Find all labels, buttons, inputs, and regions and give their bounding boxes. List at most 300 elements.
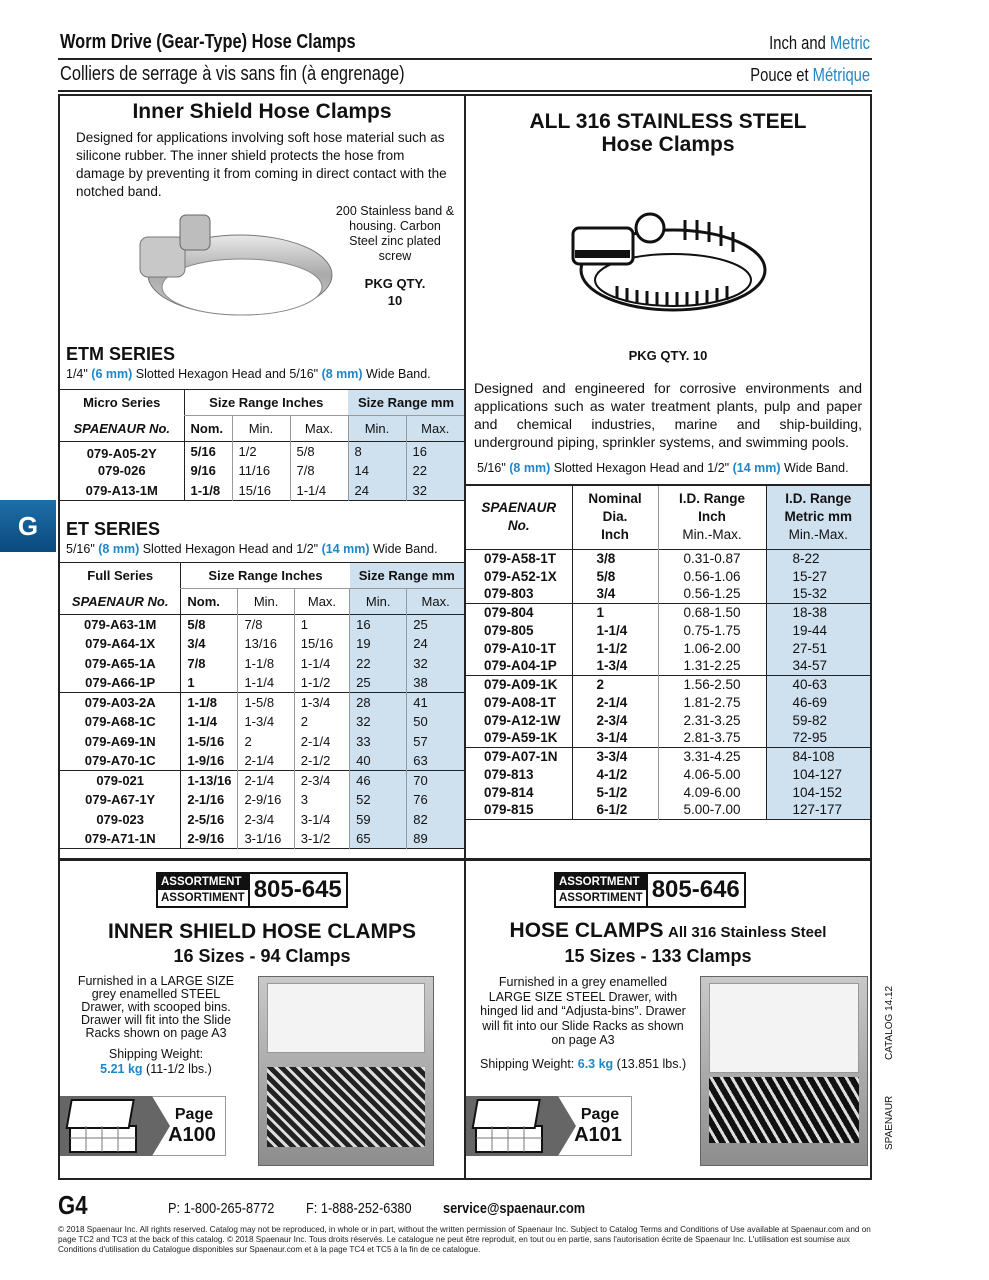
nominal-dia: 3-3/4 xyxy=(572,747,658,765)
inch-min: 15/16 xyxy=(232,481,290,501)
header-line: Nominal xyxy=(588,491,642,507)
col-header-spaenaur-no xyxy=(466,485,572,549)
nominal-dia: 3-1/4 xyxy=(572,729,658,747)
header-line: Dia. xyxy=(602,509,628,525)
mm-min: 22 xyxy=(350,654,407,674)
part-number: 079-A67-1Y xyxy=(85,792,156,808)
id-range-inch: 2.81-3.75 xyxy=(658,729,766,747)
footer-phone[interactable]: P: 1-800-265-8772 xyxy=(168,1200,275,1217)
inch-max: 3-1/2 xyxy=(294,829,349,849)
table-row xyxy=(466,567,870,585)
units-en-a: Inch and xyxy=(769,33,830,53)
nominal: 7/8 xyxy=(181,654,238,674)
part-number: 079-A63-1M xyxy=(84,617,157,632)
weight-label: Shipping Weight: xyxy=(480,1057,578,1071)
id-range-mm: 72-95 xyxy=(766,729,870,747)
mm-max: 22 xyxy=(406,461,464,481)
id-range-inch: 3.31-4.25 xyxy=(658,747,766,765)
col-header-mm: Size Range mm xyxy=(348,390,464,416)
nominal: 1-1/4 xyxy=(181,712,238,732)
table-row xyxy=(60,712,464,732)
mm-min: 8 xyxy=(348,442,406,462)
part-number: 079-A69-1N xyxy=(84,733,156,749)
assortment-drawer-image xyxy=(258,976,434,1166)
parts-box-icon xyxy=(64,1098,144,1156)
table-row xyxy=(60,693,464,713)
page-link-a100[interactable] xyxy=(60,1096,226,1156)
assortment-label-fr: ASSORTIMENT xyxy=(559,892,643,904)
header-line: Min.-Max. xyxy=(682,527,742,543)
mm-min: 24 xyxy=(348,481,406,501)
part-number: 079-A71-1N xyxy=(84,831,156,846)
col-header-id-inch xyxy=(658,485,766,549)
page-link-a101[interactable] xyxy=(466,1096,632,1156)
et-series-spec xyxy=(66,542,438,557)
part-number: 079-A13-1M xyxy=(85,482,158,498)
part-number: 079-815 xyxy=(484,802,534,818)
table-row xyxy=(60,442,464,462)
spec-text: Wide Band. xyxy=(362,367,431,381)
nominal: 5/8 xyxy=(181,615,238,635)
spec-mm: (8 mm) xyxy=(321,367,363,381)
inch-max: 1-1/4 xyxy=(290,481,348,501)
table-row xyxy=(60,615,464,635)
legal-notice: © 2018 Spaenaur Inc. All rights reserved. Catalog may not be reproduced, in whole or in part, without the written permission of Spaenaur Inc. Subject to Catalog Terms and Conditions of Use available at Spaenaur.com and on page TC2 and TC3 at the back of this catalog. © 2018 Spaenaur Inc. Tous droits réservés. Le catalogue ne peut être reproduit, en tout ou en partie, sans l'autorisation écrite de Spaenaur Inc. L'utilisation est soumise aux Conditions d'utilisation du Catalogue disponibles sur Spaenaur.com et à la page TC4 et TC5 à la fin de ce catalogue. xyxy=(58,1225,871,1254)
inch-max: 1-3/4 xyxy=(294,693,349,713)
etm-rows xyxy=(60,442,464,501)
mm-max: 89 xyxy=(407,829,464,849)
part-number: 079-A52-1X xyxy=(484,568,557,584)
table-row xyxy=(60,634,464,654)
table-row xyxy=(466,621,870,639)
id-range-mm: 40-63 xyxy=(766,675,870,693)
inch-max: 1-1/2 xyxy=(294,673,349,693)
assortment-description: Furnished in a grey enamelled LARGE SIZE STEEL Drawer, with hinged lid and “Adjusta-bins”. Drawer will fit into our Slide Racks as shown on page A3 xyxy=(480,975,686,1047)
nominal-dia: 4-1/2 xyxy=(572,765,658,783)
col-header-mm: Size Range mm xyxy=(350,563,464,589)
inch-min: 1-1/8 xyxy=(238,654,294,674)
col-header-max: Max. xyxy=(294,589,349,615)
inch-max: 2-1/4 xyxy=(294,732,349,752)
inch-max: 5/8 xyxy=(290,442,348,462)
part-number: 079-A58-1T xyxy=(484,550,557,566)
col-header-mm-min: Min. xyxy=(348,416,406,442)
inch-min: 11/16 xyxy=(232,461,290,481)
table-row xyxy=(60,810,464,830)
page-label: Page xyxy=(580,1106,620,1123)
inch-max: 15/16 xyxy=(294,634,349,654)
header-line: SPAENAUR xyxy=(481,500,557,516)
spec-text: Wide Band. xyxy=(369,542,438,556)
part-number: 079-023 xyxy=(96,811,145,827)
part-number: 079-A08-1T xyxy=(484,694,557,710)
col-header-mm-max: Max. xyxy=(407,589,464,615)
nominal-dia: 2 xyxy=(572,675,658,693)
table-row xyxy=(466,747,870,765)
inch-min: 7/8 xyxy=(238,615,294,635)
spec-mm: (8 mm) xyxy=(98,542,140,556)
stainless-title-1: ALL 316 STAINLESS STEEL xyxy=(529,110,807,133)
part-number: 079-813 xyxy=(484,766,534,782)
nominal: 1-5/16 xyxy=(181,732,238,752)
footer-email[interactable]: service@spaenaur.com xyxy=(443,1200,586,1217)
spec-text: 5/16" xyxy=(477,461,510,475)
id-range-mm: 15-27 xyxy=(766,567,870,585)
id-range-inch: 4.09-6.00 xyxy=(658,783,766,801)
id-range-inch: 0.31-0.87 xyxy=(658,549,766,567)
id-range-mm: 59-82 xyxy=(766,711,870,729)
table-row xyxy=(466,549,870,567)
pkg-qty-value: 10 xyxy=(387,293,403,308)
brand-logo-text: SPAENAUR xyxy=(884,1095,895,1150)
header-line: Min.-Max. xyxy=(788,527,848,543)
nominal: 1 xyxy=(181,673,238,693)
mm-min: 59 xyxy=(350,810,407,830)
table-row xyxy=(60,771,464,791)
header-line: Inch xyxy=(601,527,629,543)
inch-min: 2-9/16 xyxy=(238,790,294,810)
id-range-inch: 0.75-1.75 xyxy=(658,621,766,639)
etm-series-spec xyxy=(66,367,431,382)
id-range-inch: 1.06-2.00 xyxy=(658,639,766,657)
weight-kg: 5.21 kg xyxy=(100,1062,143,1076)
assortment-number: 805-646 xyxy=(651,876,740,903)
nominal: 1-13/16 xyxy=(181,771,238,791)
part-number: 079-026 xyxy=(97,463,146,479)
col-header-no: SPAENAUR No. xyxy=(71,593,169,609)
mm-min: 28 xyxy=(350,693,407,713)
mm-min: 32 xyxy=(350,712,407,732)
part-number: 079-A59-1K xyxy=(484,730,558,746)
page-title-fr: Colliers de serrage à vis sans fin (à engrenage) xyxy=(60,63,405,85)
nominal-dia: 1 xyxy=(572,603,658,621)
col-header-nom: Nom. xyxy=(181,589,238,615)
etm-series-table xyxy=(60,389,464,501)
mm-min: 40 xyxy=(350,751,407,771)
stainless-description: Designed and engineered for corrosive environments and applications such as water treatment plants, pulp and paper and chemical industries, marine and ship-building, underground piping, sprinkler systems, and swimming pools. xyxy=(474,380,862,450)
spec-mm: (6 mm) xyxy=(91,367,133,381)
nominal-dia: 1-1/2 xyxy=(572,639,658,657)
spec-text: Slotted Hexagon Head and 1/2" xyxy=(550,461,733,475)
nominal-dia: 1-1/4 xyxy=(572,621,658,639)
page-number: G4 xyxy=(58,1190,88,1220)
spec-mm: (14 mm) xyxy=(732,461,781,475)
nominal: 1-1/8 xyxy=(181,693,238,713)
mm-min: 65 xyxy=(350,829,407,849)
page-label: Page xyxy=(174,1106,214,1123)
table-row xyxy=(60,829,464,849)
part-number: 079-804 xyxy=(484,604,534,620)
table-row xyxy=(466,639,870,657)
table-row xyxy=(466,711,870,729)
part-number: 079-A03-2A xyxy=(84,695,156,710)
footer-fax: F: 1-888-252-6380 xyxy=(306,1200,412,1217)
id-range-mm: 104-127 xyxy=(766,765,870,783)
inner-shield-description: Designed for applications involving soft hose material such as silicone rubber. The inner shield protects the hose from damage by preventing it from coming in direct contact with the notched band. xyxy=(76,130,447,199)
part-number: 079-A64-1X xyxy=(85,636,156,652)
table-row xyxy=(60,654,464,674)
mm-max: 82 xyxy=(407,810,464,830)
part-number: 079-A12-1W xyxy=(484,712,561,728)
stainless-rows xyxy=(466,549,870,819)
col-header-id-metric xyxy=(766,485,870,549)
id-range-mm: 46-69 xyxy=(766,693,870,711)
mm-max: 32 xyxy=(406,481,464,501)
units-fr xyxy=(750,65,870,86)
units-fr-metric: Métrique xyxy=(812,65,870,85)
inch-max: 2-3/4 xyxy=(294,771,349,791)
col-header-mm-max: Max. xyxy=(406,416,464,442)
spec-text: Slotted Hexagon Head and 5/16" xyxy=(132,367,322,381)
table-row xyxy=(466,729,870,747)
mm-max: 25 xyxy=(407,615,464,635)
table-row xyxy=(60,461,464,481)
shipping-weight-label: Shipping Weight: xyxy=(108,1047,204,1061)
page-title-en: Worm Drive (Gear-Type) Hose Clamps xyxy=(60,31,356,53)
part-number: 079-A68-1C xyxy=(84,714,156,730)
col-header-inches: Size Range Inches xyxy=(181,563,350,589)
col-header-min: Min. xyxy=(232,416,290,442)
mm-min: 33 xyxy=(350,732,407,752)
part-number: 079-A10-1T xyxy=(484,640,557,656)
nominal: 2-1/16 xyxy=(181,790,238,810)
inner-shield-clamp-image xyxy=(130,205,335,325)
inch-max: 1-1/4 xyxy=(294,654,349,674)
stainless-clamp-image xyxy=(565,198,775,318)
page-number: A101 xyxy=(574,1124,622,1146)
spec-text: Wide Band. xyxy=(780,461,849,475)
inch-min: 1-3/4 xyxy=(238,712,294,732)
material-note: 200 Stainless band & housing. Carbon Steel zinc plated screw xyxy=(335,204,455,263)
id-range-inch: 1.31-2.25 xyxy=(658,657,766,675)
parts-box-icon xyxy=(470,1098,550,1156)
weight-kg: 6.3 kg xyxy=(577,1057,614,1071)
assortment-subtitle: 15 Sizes - 133 Clamps xyxy=(564,946,752,966)
assortment-subtitle: 16 Sizes - 94 Clamps xyxy=(173,946,351,966)
nominal-dia: 1-3/4 xyxy=(572,657,658,675)
spec-mm: (8 mm) xyxy=(509,461,551,475)
nominal: 5/16 xyxy=(184,442,232,462)
part-number: 079-814 xyxy=(484,784,534,800)
inch-max: 1 xyxy=(294,615,349,635)
section-tab-g[interactable]: G xyxy=(0,500,56,552)
header-line: No. xyxy=(507,518,530,534)
mm-max: 16 xyxy=(406,442,464,462)
nominal: 1-1/8 xyxy=(184,481,232,501)
id-range-mm: 34-57 xyxy=(766,657,870,675)
inch-max: 3 xyxy=(294,790,349,810)
table-row xyxy=(466,765,870,783)
mm-max: 32 xyxy=(407,654,464,674)
mm-min: 14 xyxy=(348,461,406,481)
nominal-dia: 6-1/2 xyxy=(572,801,658,819)
inch-min: 3-1/16 xyxy=(238,829,294,849)
col-header-no: SPAENAUR No. xyxy=(73,420,171,436)
mm-max: 24 xyxy=(407,634,464,654)
col-header-inches: Size Range Inches xyxy=(184,390,348,416)
inch-max: 7/8 xyxy=(290,461,348,481)
nominal-dia: 2-3/4 xyxy=(572,711,658,729)
header-line: I.D. Range xyxy=(785,491,852,507)
col-header-max: Max. xyxy=(290,416,348,442)
part-number: 079-803 xyxy=(484,586,534,602)
inch-min: 1-5/8 xyxy=(238,693,294,713)
weight-lbs: (13.851 lbs.) xyxy=(613,1057,687,1071)
id-range-inch: 1.56-2.50 xyxy=(658,675,766,693)
assortment-title-main: HOSE CLAMPS xyxy=(509,919,664,942)
et-rows xyxy=(60,615,464,849)
nominal: 2-9/16 xyxy=(181,829,238,849)
nominal-dia: 2-1/4 xyxy=(572,693,658,711)
pkg-qty-label: PKG QTY. xyxy=(364,276,426,291)
col-header-nominal xyxy=(572,485,658,549)
mm-min: 25 xyxy=(350,673,407,693)
assortment-badge-805-645 xyxy=(156,872,348,908)
etm-series-title: ETM SERIES xyxy=(66,344,176,364)
units-en-metric: Metric xyxy=(829,33,870,53)
id-range-inch: 1.81-2.75 xyxy=(658,693,766,711)
col-header-series: Micro Series xyxy=(83,395,161,411)
header-line: Inch xyxy=(698,509,726,525)
col-header-nom: Nom. xyxy=(184,416,232,442)
inch-min: 2 xyxy=(238,732,294,752)
part-number: 079-805 xyxy=(484,622,534,638)
inch-max: 3-1/4 xyxy=(294,810,349,830)
inch-min: 1-1/4 xyxy=(238,673,294,693)
assortment-divider xyxy=(58,858,872,861)
mm-max: 70 xyxy=(407,771,464,791)
assortment-label-en: ASSORTMENT xyxy=(158,874,248,890)
part-number: 079-A04-1P xyxy=(484,658,557,674)
assortment-description: Furnished in a LARGE SIZE grey enamelled STEEL Drawer, with scooped bins. Drawer will fit into the Slide Racks shown on page A3 xyxy=(77,974,235,1040)
header-line: Metric mm xyxy=(784,509,853,525)
mm-min: 16 xyxy=(350,615,407,635)
weight-lbs: (11-1/2 lbs.) xyxy=(142,1062,212,1076)
assortment-label-en: ASSORTMENT xyxy=(556,874,646,890)
et-series-table xyxy=(60,562,464,849)
assortment-title xyxy=(466,919,870,943)
inch-min: 2-3/4 xyxy=(238,810,294,830)
inner-shield-title: Inner Shield Hose Clamps xyxy=(132,100,392,123)
inch-max: 2-1/2 xyxy=(294,751,349,771)
assortment-title-suffix: All 316 Stainless Steel xyxy=(668,924,827,941)
table-row xyxy=(466,801,870,819)
spec-text: 5/16" xyxy=(66,542,99,556)
assortment-drawer-image xyxy=(700,976,868,1166)
shipping-weight xyxy=(70,1062,242,1076)
stainless-table xyxy=(466,484,870,820)
id-range-mm: 84-108 xyxy=(766,747,870,765)
spec-text: Slotted Hexagon Head and 1/2" xyxy=(139,542,322,556)
shipping-weight xyxy=(480,1057,686,1071)
table-row xyxy=(60,790,464,810)
assortment-number: 805-645 xyxy=(253,876,342,903)
mm-max: 76 xyxy=(407,790,464,810)
page-number: A100 xyxy=(168,1124,216,1146)
spec-mm: (14 mm) xyxy=(321,542,370,556)
table-row xyxy=(466,675,870,693)
nominal-dia: 5-1/2 xyxy=(572,783,658,801)
header-row-fr xyxy=(58,62,872,92)
assortment-title: INNER SHIELD HOSE CLAMPS xyxy=(107,920,417,943)
mm-max: 38 xyxy=(407,673,464,693)
nominal: 9/16 xyxy=(184,461,232,481)
table-row xyxy=(466,657,870,675)
units-fr-a: Pouce et xyxy=(750,65,813,85)
id-range-inch: 4.06-5.00 xyxy=(658,765,766,783)
id-range-mm: 127-177 xyxy=(766,801,870,819)
id-range-inch: 2.31-3.25 xyxy=(658,711,766,729)
assortment-label-fr: ASSORTIMENT xyxy=(161,892,245,904)
id-range-mm: 18-38 xyxy=(766,603,870,621)
id-range-inch: 0.56-1.06 xyxy=(658,567,766,585)
part-number: 079-A09-1K xyxy=(484,676,558,692)
table-row xyxy=(466,783,870,801)
table-row xyxy=(60,751,464,771)
id-range-mm: 19-44 xyxy=(766,621,870,639)
nominal-dia: 3/4 xyxy=(572,585,658,603)
mm-max: 50 xyxy=(407,712,464,732)
mm-max: 63 xyxy=(407,751,464,771)
mm-min: 19 xyxy=(350,634,407,654)
id-range-mm: 8-22 xyxy=(766,549,870,567)
inch-min: 13/16 xyxy=(238,634,294,654)
mm-min: 46 xyxy=(350,771,407,791)
id-range-inch: 0.68-1.50 xyxy=(658,603,766,621)
mm-min: 52 xyxy=(350,790,407,810)
table-row xyxy=(466,585,870,603)
units-en xyxy=(769,33,870,54)
mm-max: 57 xyxy=(407,732,464,752)
part-number: 079-A07-1N xyxy=(484,748,558,764)
header-row-en xyxy=(58,30,872,60)
col-header-series: Full Series xyxy=(87,568,154,584)
inch-min: 1/2 xyxy=(232,442,290,462)
stainless-spec xyxy=(477,461,849,476)
inch-max: 2 xyxy=(294,712,349,732)
id-range-mm: 27-51 xyxy=(766,639,870,657)
table-row xyxy=(60,732,464,752)
nominal: 3/4 xyxy=(181,634,238,654)
id-range-mm: 104-152 xyxy=(766,783,870,801)
inch-min: 2-1/4 xyxy=(238,751,294,771)
header-line: I.D. Range xyxy=(678,491,745,507)
part-number: 079-021 xyxy=(96,773,145,788)
catalog-version: CATALOG 14.12 xyxy=(884,985,895,1060)
spec-text: 1/4" xyxy=(66,367,92,381)
table-row xyxy=(466,693,870,711)
table-row xyxy=(60,481,464,501)
nominal: 2-5/16 xyxy=(181,810,238,830)
nominal-dia: 5/8 xyxy=(572,567,658,585)
et-series-title: ET SERIES xyxy=(66,519,161,539)
assortment-badge-805-646 xyxy=(554,872,746,908)
col-header-mm-min: Min. xyxy=(350,589,407,615)
part-number: 079-A65-1A xyxy=(84,655,156,671)
table-row xyxy=(60,673,464,693)
id-range-mm: 15-32 xyxy=(766,585,870,603)
mm-max: 41 xyxy=(407,693,464,713)
part-number: 079-A05-2Y xyxy=(86,446,157,461)
stainless-title-2: Hose Clamps xyxy=(601,133,735,156)
stainless-pkg-qty: PKG QTY. 10 xyxy=(628,348,708,363)
part-number: 079-A70-1C xyxy=(84,753,156,768)
inch-min: 2-1/4 xyxy=(238,771,294,791)
table-row xyxy=(466,603,870,621)
id-range-inch: 5.00-7.00 xyxy=(658,801,766,819)
part-number: 079-A66-1P xyxy=(85,675,156,690)
col-header-min: Min. xyxy=(238,589,294,615)
